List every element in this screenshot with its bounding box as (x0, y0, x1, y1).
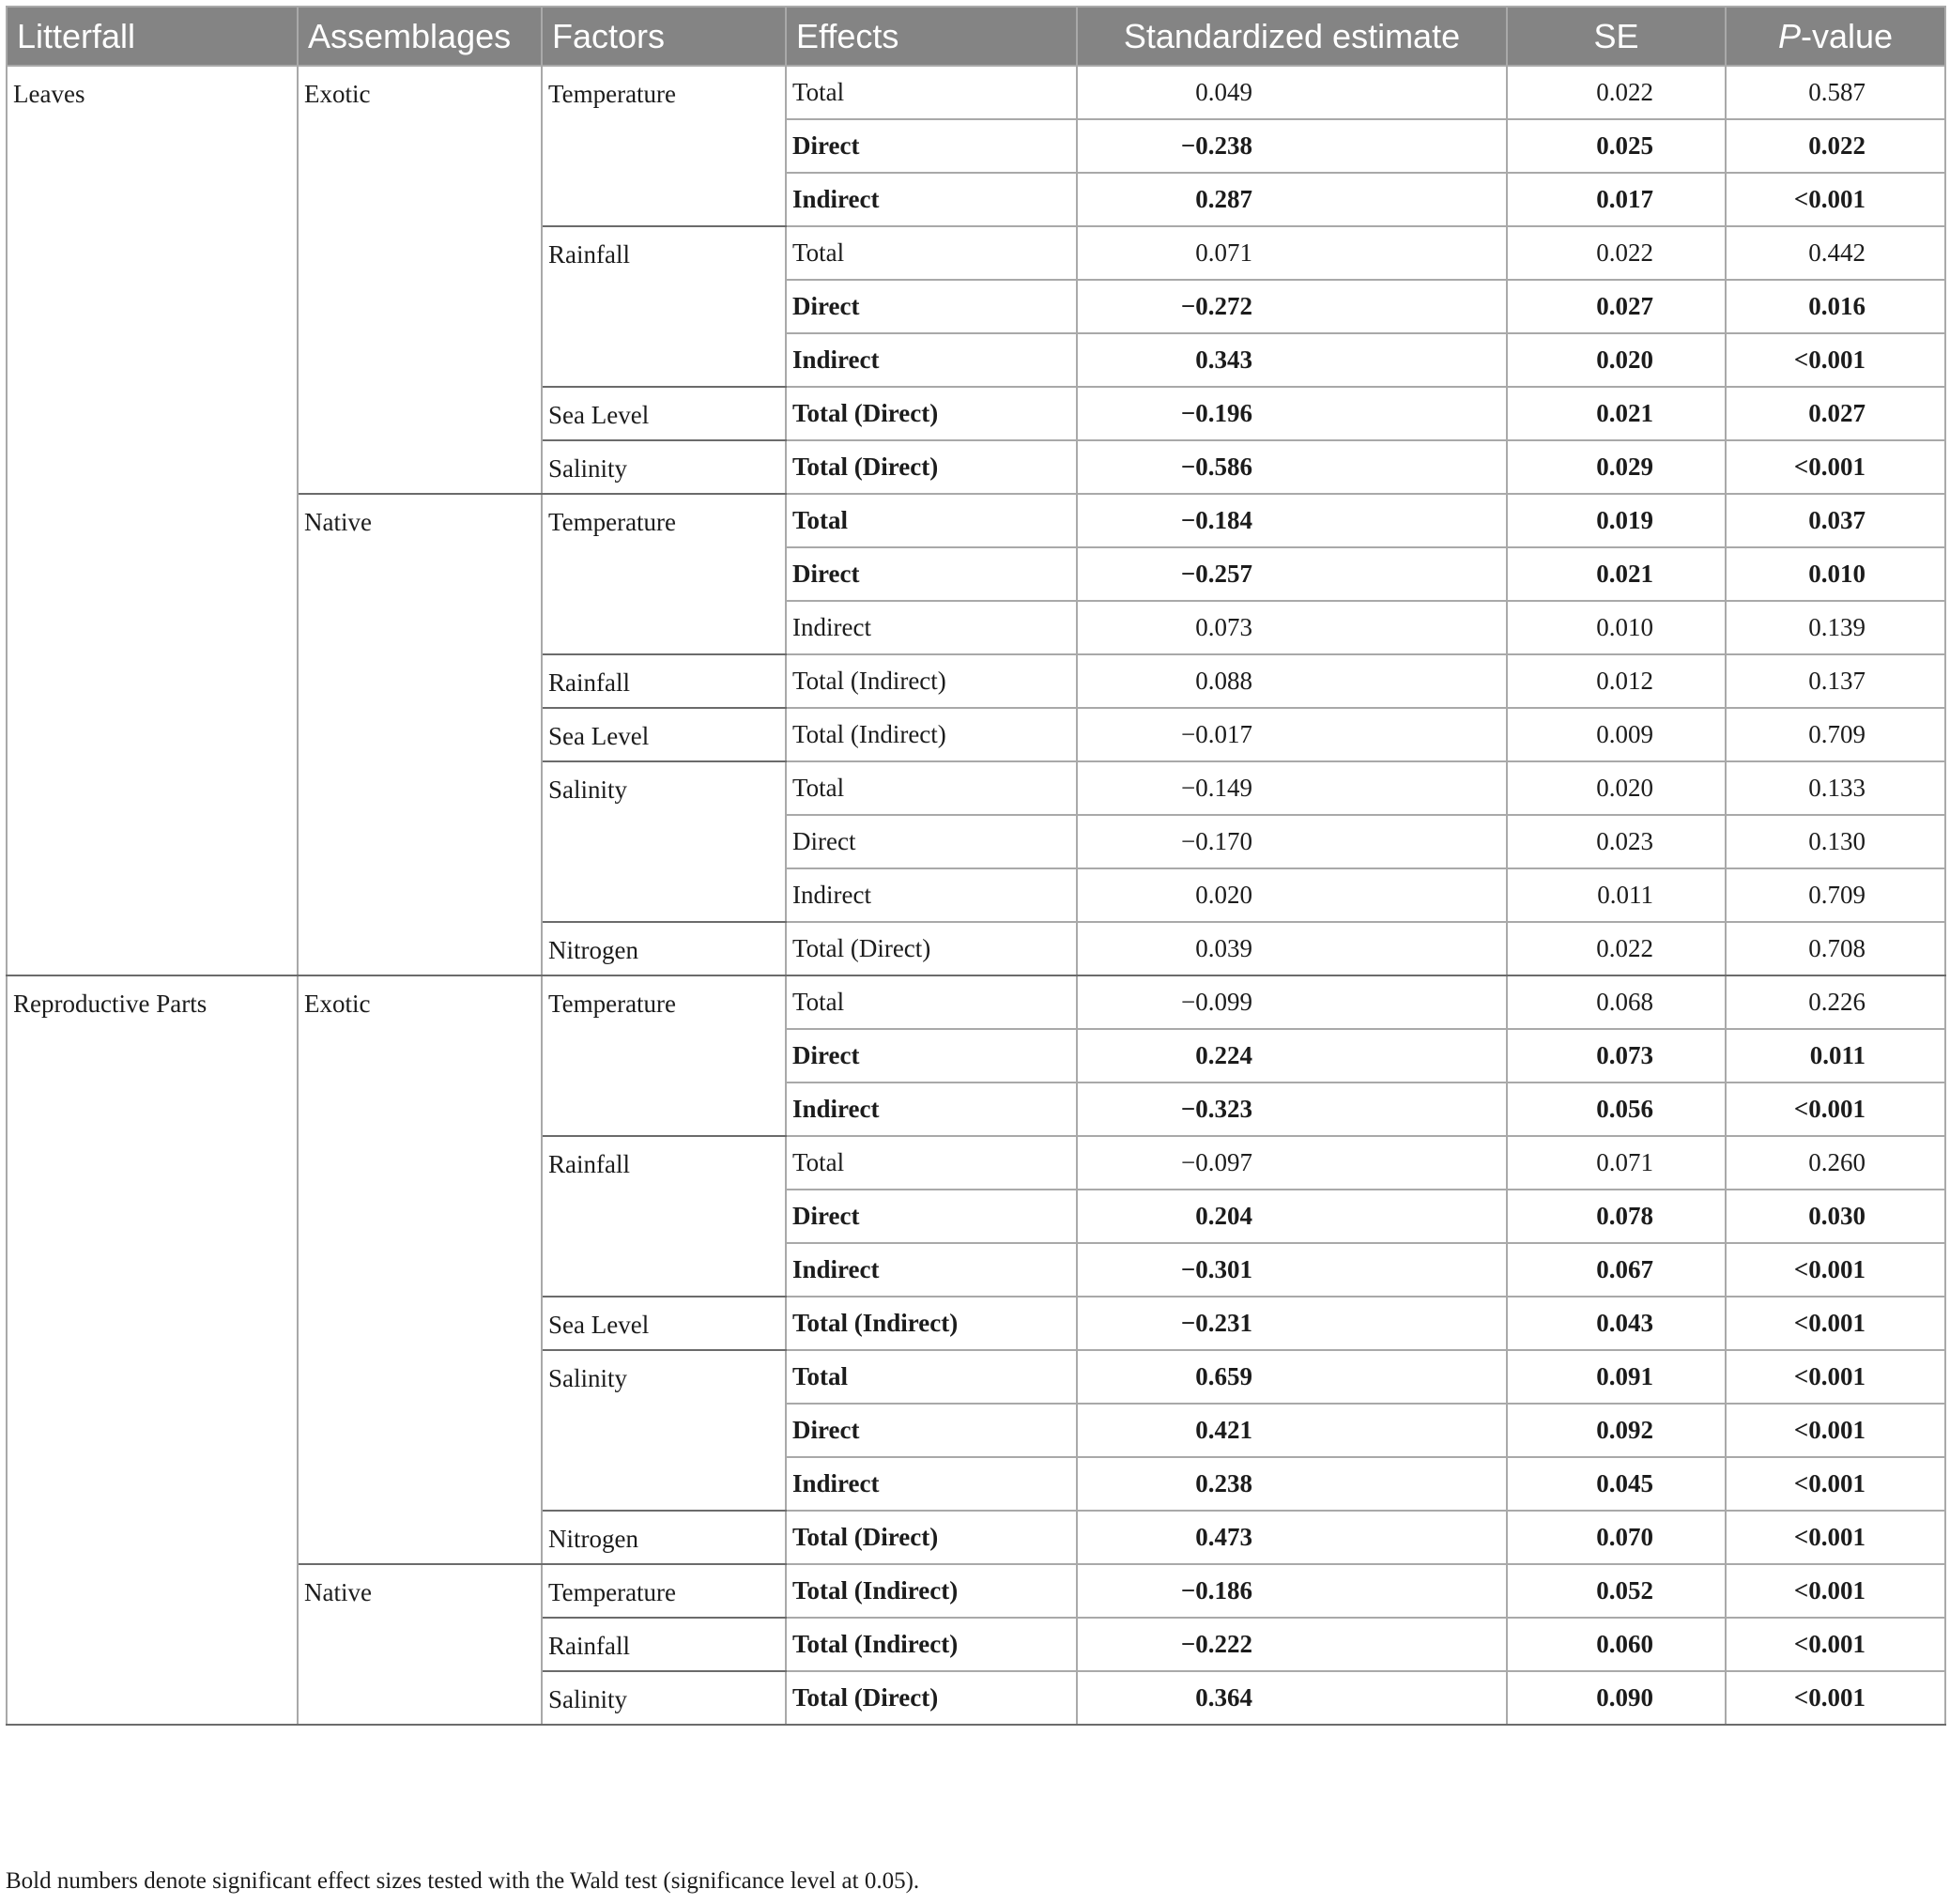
p-value-cell: 0.130 (1726, 815, 1945, 868)
effect-cell: Total (786, 226, 1077, 280)
estimate-cell: −0.323 (1077, 1083, 1507, 1136)
effect-cell: Total (Indirect) (786, 1297, 1077, 1350)
effect-cell: Direct (786, 280, 1077, 333)
effect-cell: Total (Direct) (786, 1511, 1077, 1564)
estimate-cell: 0.020 (1077, 868, 1507, 922)
p-value-cell: 0.030 (1726, 1190, 1945, 1243)
estimate-cell: 0.473 (1077, 1511, 1507, 1564)
se-cell: 0.009 (1507, 708, 1726, 761)
se-cell: 0.029 (1507, 440, 1726, 494)
header-p-suffix: -value (1800, 16, 1894, 55)
litterfall-cell: Leaves (7, 66, 298, 975)
results-table-wrapper (6, 6, 1944, 1726)
estimate-cell: −0.586 (1077, 440, 1507, 494)
effect-cell: Total (786, 494, 1077, 547)
header-assemblages: Assemblages (298, 7, 542, 66)
factor-cell: Rainfall (542, 226, 786, 387)
p-value-cell: <0.001 (1726, 1671, 1945, 1725)
header-se: SE (1507, 7, 1726, 66)
factor-cell: Rainfall (542, 654, 786, 708)
estimate-cell: 0.088 (1077, 654, 1507, 708)
p-value-cell: 0.139 (1726, 601, 1945, 654)
header-factors: Factors (542, 7, 786, 66)
estimate-cell: 0.204 (1077, 1190, 1507, 1243)
p-value-cell: 0.037 (1726, 494, 1945, 547)
se-cell: 0.043 (1507, 1297, 1726, 1350)
assemblage-cell: Native (298, 494, 542, 975)
p-value-cell: <0.001 (1726, 1511, 1945, 1564)
p-value-cell: <0.001 (1726, 1243, 1945, 1297)
p-value-cell: 0.708 (1726, 922, 1945, 975)
se-cell: 0.025 (1507, 119, 1726, 173)
estimate-cell: −0.238 (1077, 119, 1507, 173)
p-value-cell: <0.001 (1726, 1404, 1945, 1457)
header-effects: Effects (786, 7, 1077, 66)
se-cell: 0.078 (1507, 1190, 1726, 1243)
effect-cell: Total (Direct) (786, 1671, 1077, 1725)
effect-cell: Direct (786, 1404, 1077, 1457)
factor-cell: Sea Level (542, 708, 786, 761)
effect-cell: Direct (786, 547, 1077, 601)
p-value-cell: <0.001 (1726, 1457, 1945, 1511)
se-cell: 0.011 (1507, 868, 1726, 922)
estimate-cell: −0.231 (1077, 1297, 1507, 1350)
litterfall-section (7, 66, 1945, 975)
table-row (7, 494, 1945, 547)
factor-cell: Salinity (542, 440, 786, 494)
p-value-cell: 0.709 (1726, 708, 1945, 761)
effect-cell: Total (Indirect) (786, 1618, 1077, 1671)
table-header (7, 7, 1945, 66)
se-cell: 0.071 (1507, 1136, 1726, 1190)
table-row (7, 66, 1945, 119)
results-table (6, 6, 1946, 1726)
se-cell: 0.056 (1507, 1083, 1726, 1136)
factor-cell: Temperature (542, 66, 786, 226)
effect-cell: Total (Indirect) (786, 654, 1077, 708)
factor-cell: Rainfall (542, 1136, 786, 1297)
se-cell: 0.022 (1507, 226, 1726, 280)
factor-cell: Sea Level (542, 1297, 786, 1350)
estimate-cell: 0.287 (1077, 173, 1507, 226)
estimate-cell: −0.272 (1077, 280, 1507, 333)
factor-cell: Salinity (542, 1350, 786, 1511)
effect-cell: Direct (786, 1029, 1077, 1083)
estimate-cell: 0.039 (1077, 922, 1507, 975)
effect-cell: Indirect (786, 601, 1077, 654)
estimate-cell: −0.017 (1077, 708, 1507, 761)
estimate-cell: −0.301 (1077, 1243, 1507, 1297)
table-row (7, 1564, 1945, 1618)
se-cell: 0.023 (1507, 815, 1726, 868)
factor-cell: Temperature (542, 494, 786, 654)
estimate-cell: 0.238 (1077, 1457, 1507, 1511)
p-value-cell: 0.027 (1726, 387, 1945, 440)
p-value-cell: 0.442 (1726, 226, 1945, 280)
se-cell: 0.010 (1507, 601, 1726, 654)
header-litterfall: Litterfall (7, 7, 298, 66)
estimate-cell: 0.049 (1077, 66, 1507, 119)
estimate-cell: −0.170 (1077, 815, 1507, 868)
se-cell: 0.067 (1507, 1243, 1726, 1297)
se-cell: 0.020 (1507, 333, 1726, 387)
table-footnote: Bold numbers denote significant effect sizes tested with the Wald test (significance level at 0.05). (6, 1868, 920, 1894)
p-value-cell: <0.001 (1726, 1083, 1945, 1136)
p-value-cell: 0.709 (1726, 868, 1945, 922)
se-cell: 0.022 (1507, 922, 1726, 975)
estimate-cell: −0.097 (1077, 1136, 1507, 1190)
se-cell: 0.073 (1507, 1029, 1726, 1083)
effect-cell: Total (Direct) (786, 440, 1077, 494)
estimate-cell: 0.071 (1077, 226, 1507, 280)
se-cell: 0.070 (1507, 1511, 1726, 1564)
effect-cell: Direct (786, 1190, 1077, 1243)
se-cell: 0.091 (1507, 1350, 1726, 1404)
factor-cell: Nitrogen (542, 1511, 786, 1564)
assemblage-cell: Exotic (298, 975, 542, 1564)
estimate-cell: −0.099 (1077, 975, 1507, 1029)
p-value-cell: 0.016 (1726, 280, 1945, 333)
effect-cell: Indirect (786, 1243, 1077, 1297)
estimate-cell: 0.659 (1077, 1350, 1507, 1404)
se-cell: 0.021 (1507, 387, 1726, 440)
se-cell: 0.021 (1507, 547, 1726, 601)
estimate-cell: 0.073 (1077, 601, 1507, 654)
estimate-cell: 0.421 (1077, 1404, 1507, 1457)
p-value-cell: <0.001 (1726, 1350, 1945, 1404)
effect-cell: Direct (786, 119, 1077, 173)
effect-cell: Total (Direct) (786, 922, 1077, 975)
factor-cell: Temperature (542, 1564, 786, 1618)
litterfall-section (7, 975, 1945, 1725)
p-value-cell: 0.133 (1726, 761, 1945, 815)
p-value-cell: 0.011 (1726, 1029, 1945, 1083)
p-value-cell: 0.226 (1726, 975, 1945, 1029)
effect-cell: Indirect (786, 1457, 1077, 1511)
effect-cell: Total (Direct) (786, 387, 1077, 440)
se-cell: 0.019 (1507, 494, 1726, 547)
estimate-cell: −0.222 (1077, 1618, 1507, 1671)
se-cell: 0.017 (1507, 173, 1726, 226)
factor-cell: Salinity (542, 1671, 786, 1725)
effect-cell: Indirect (786, 868, 1077, 922)
header-standardized-estimate: Standardized estimate (1077, 7, 1507, 66)
effect-cell: Total (786, 1136, 1077, 1190)
factor-cell: Temperature (542, 975, 786, 1136)
effect-cell: Total (786, 761, 1077, 815)
litterfall-cell: Reproductive Parts (7, 975, 298, 1725)
factor-cell: Rainfall (542, 1618, 786, 1671)
se-cell: 0.092 (1507, 1404, 1726, 1457)
effect-cell: Total (Indirect) (786, 708, 1077, 761)
p-value-cell: <0.001 (1726, 440, 1945, 494)
estimate-cell: −0.257 (1077, 547, 1507, 601)
se-cell: 0.020 (1507, 761, 1726, 815)
se-cell: 0.022 (1507, 66, 1726, 119)
se-cell: 0.027 (1507, 280, 1726, 333)
effect-cell: Indirect (786, 333, 1077, 387)
p-value-cell: 0.260 (1726, 1136, 1945, 1190)
se-cell: 0.060 (1507, 1618, 1726, 1671)
factor-cell: Sea Level (542, 387, 786, 440)
assemblage-cell: Native (298, 1564, 542, 1725)
effect-cell: Total (786, 1350, 1077, 1404)
estimate-cell: −0.186 (1077, 1564, 1507, 1618)
effect-cell: Total (786, 66, 1077, 119)
estimate-cell: −0.196 (1077, 387, 1507, 440)
p-value-cell: <0.001 (1726, 173, 1945, 226)
table-row (7, 975, 1945, 1029)
se-cell: 0.052 (1507, 1564, 1726, 1618)
p-value-cell: 0.010 (1726, 547, 1945, 601)
estimate-cell: 0.224 (1077, 1029, 1507, 1083)
se-cell: 0.090 (1507, 1671, 1726, 1725)
header-p-value (1726, 7, 1945, 66)
estimate-cell: 0.343 (1077, 333, 1507, 387)
factor-cell: Nitrogen (542, 922, 786, 975)
p-value-cell: 0.022 (1726, 119, 1945, 173)
p-value-cell: 0.137 (1726, 654, 1945, 708)
effect-cell: Indirect (786, 1083, 1077, 1136)
estimate-cell: −0.184 (1077, 494, 1507, 547)
effect-cell: Total (786, 975, 1077, 1029)
p-value-cell: <0.001 (1726, 1297, 1945, 1350)
se-cell: 0.045 (1507, 1457, 1726, 1511)
factor-cell: Salinity (542, 761, 786, 922)
header-p-italic: P (1777, 16, 1801, 55)
p-value-cell: 0.587 (1726, 66, 1945, 119)
p-value-cell: <0.001 (1726, 333, 1945, 387)
se-cell: 0.068 (1507, 975, 1726, 1029)
p-value-cell: <0.001 (1726, 1564, 1945, 1618)
estimate-cell: −0.149 (1077, 761, 1507, 815)
assemblage-cell: Exotic (298, 66, 542, 494)
header-row (7, 7, 1945, 66)
effect-cell: Direct (786, 815, 1077, 868)
p-value-cell: <0.001 (1726, 1618, 1945, 1671)
estimate-cell: 0.364 (1077, 1671, 1507, 1725)
effect-cell: Total (Indirect) (786, 1564, 1077, 1618)
effect-cell: Indirect (786, 173, 1077, 226)
se-cell: 0.012 (1507, 654, 1726, 708)
